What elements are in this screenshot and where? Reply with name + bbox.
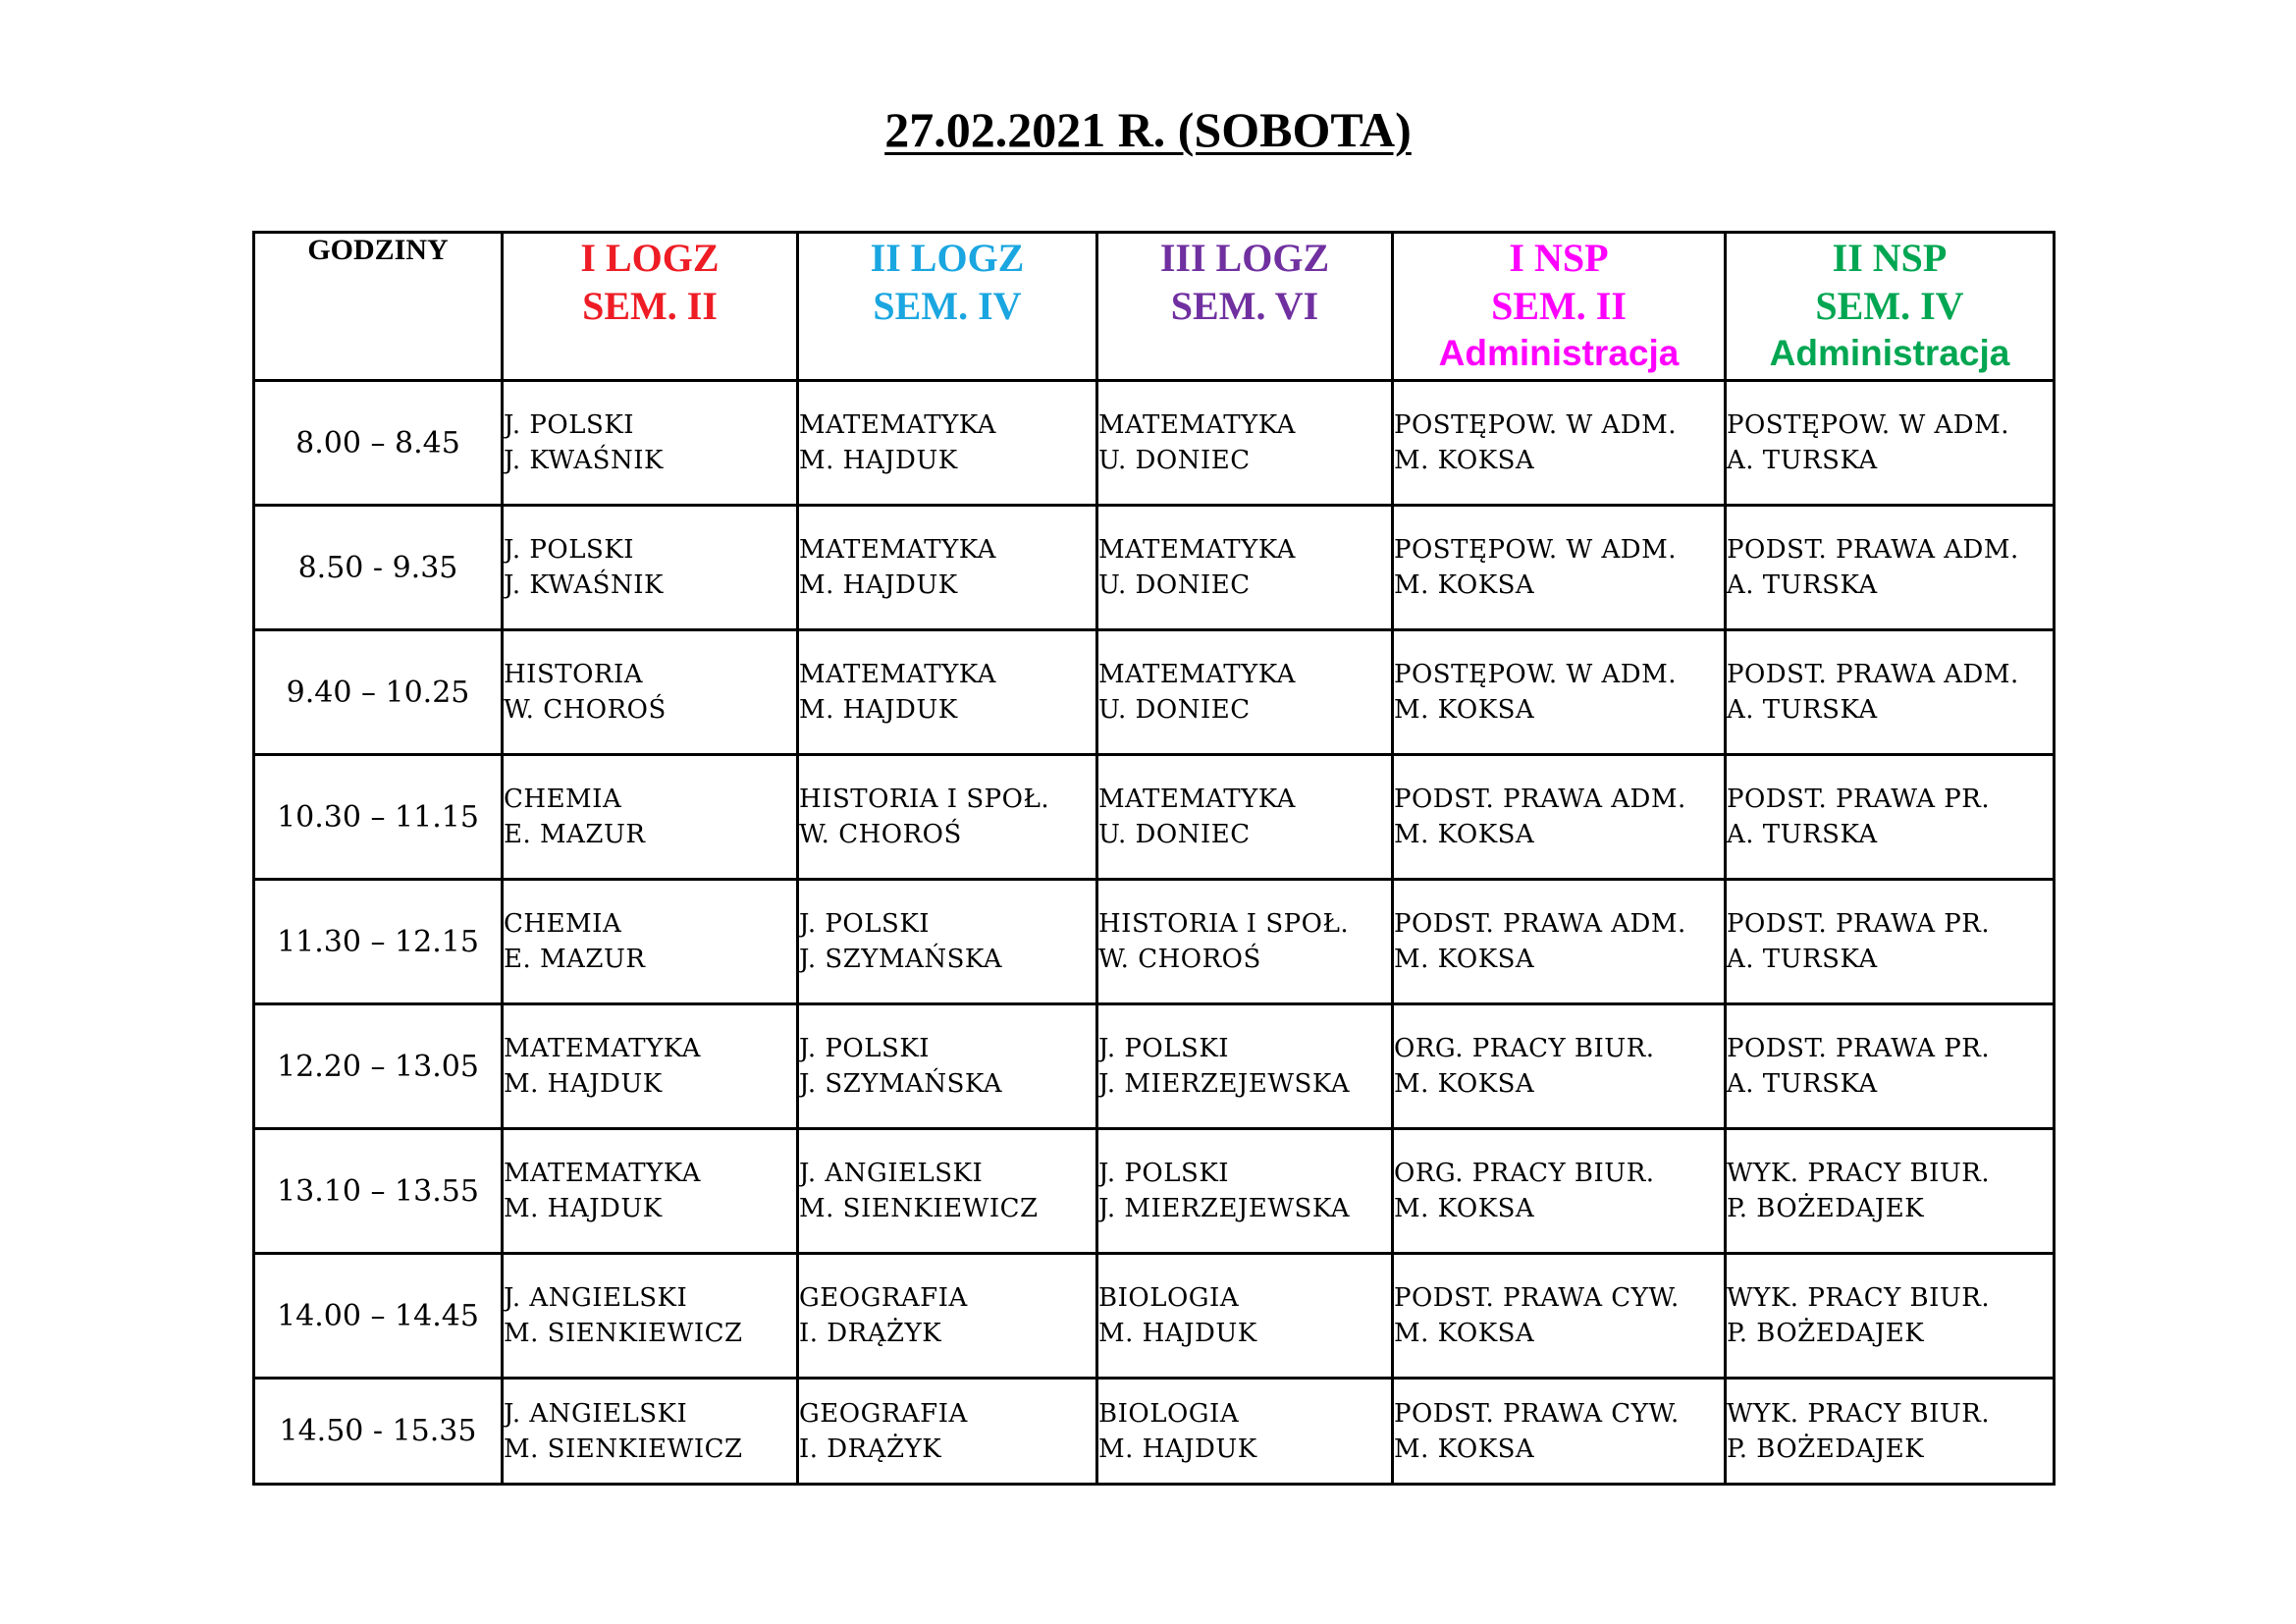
- teacher-label: M. KOKSA: [1394, 1319, 1535, 1348]
- teacher-label: J. KWAŚNIK: [504, 570, 664, 600]
- class-cell: [1097, 880, 1393, 1004]
- subject-label: PODST. PRAWA CYW.: [1394, 1398, 1680, 1429]
- class-cell: [503, 1004, 798, 1129]
- schedule-row: [254, 1129, 2055, 1254]
- teacher-label: U. DONIEC: [1098, 446, 1251, 475]
- subject-label: J. POLSKI: [799, 909, 931, 939]
- time-slot-cell: 8.00 – 8.45: [254, 381, 503, 506]
- subject-label: HISTORIA I SPOŁ.: [1098, 909, 1350, 939]
- class-cell: [1393, 630, 1726, 755]
- class-cell: [1393, 1004, 1726, 1129]
- teacher-label: J. SZYMAŃSKA: [799, 945, 1003, 974]
- schedule-row: [254, 1004, 2055, 1129]
- teacher-label: M. KOKSA: [1394, 1434, 1535, 1464]
- subject-label: J. POLSKI: [504, 535, 635, 565]
- class-cell: [798, 381, 1097, 506]
- subject-label: WYK. PRACY BIUR.: [1727, 1398, 1991, 1429]
- teacher-label: M. SIENKIEWICZ: [799, 1194, 1039, 1223]
- teacher-label: U. DONIEC: [1098, 820, 1251, 849]
- class-cell: [1726, 506, 2055, 630]
- teacher-label: M. KOKSA: [1394, 446, 1535, 475]
- teacher-label: A. TURSKA: [1727, 945, 1878, 974]
- class-cell: [1393, 381, 1726, 506]
- teacher-label: M. HAJDUK: [1098, 1319, 1257, 1348]
- class-cell: [798, 1004, 1097, 1129]
- subject-label: GEOGRAFIA: [799, 1283, 968, 1313]
- subject-label: PODST. PRAWA ADM.: [1394, 785, 1686, 814]
- group-header-name: II NSP: [1832, 236, 1948, 280]
- class-cell: [1393, 1254, 1726, 1379]
- class-cell: [798, 630, 1097, 755]
- teacher-label: W. CHOROŚ: [1098, 945, 1261, 974]
- class-cell: [1097, 506, 1393, 630]
- time-slot-cell: 11.30 – 12.15: [254, 880, 503, 1004]
- class-cell: [1097, 755, 1393, 880]
- subject-label: PODST. PRAWA CYW.: [1394, 1283, 1680, 1313]
- teacher-label: E. MAZUR: [504, 820, 646, 849]
- group-header-specialization: Administracja: [1769, 333, 2010, 373]
- time-slot-cell: 10.30 – 11.15: [254, 755, 503, 880]
- header-row: [254, 233, 2055, 381]
- teacher-label: M. KOKSA: [1394, 945, 1535, 974]
- subject-label: J. POLSKI: [1098, 1034, 1230, 1063]
- subject-label: MATEMATYKA: [1098, 660, 1296, 689]
- time-slot-cell: 9.40 – 10.25: [254, 630, 503, 755]
- subject-label: POSTĘPOW. W ADM.: [1394, 535, 1677, 565]
- class-cell: [1393, 1129, 1726, 1254]
- subject-label: PODST. PRAWA ADM.: [1727, 660, 2019, 689]
- group-header-semester: SEM. IV: [1815, 284, 1964, 328]
- subject-label: HISTORIA: [504, 660, 644, 689]
- class-cell: [1097, 1379, 1393, 1485]
- subject-label: J. ANGIELSKI: [504, 1398, 688, 1429]
- teacher-label: M. KOKSA: [1394, 820, 1535, 849]
- group-header-semester: SEM. VI: [1170, 284, 1319, 328]
- subject-label: PODST. PRAWA ADM.: [1727, 535, 2019, 565]
- class-cell: [1726, 755, 2055, 880]
- teacher-label: J. KWAŚNIK: [504, 446, 664, 475]
- subject-label: MATEMATYKA: [799, 410, 996, 440]
- group-header-name: II LOGZ: [870, 236, 1025, 280]
- class-cell: [1393, 506, 1726, 630]
- teacher-label: W. CHOROŚ: [504, 695, 667, 725]
- teacher-label: P. BOŻEDAJEK: [1727, 1194, 1925, 1223]
- class-cell: [503, 1379, 798, 1485]
- subject-label: WYK. PRACY BIUR.: [1727, 1283, 1991, 1313]
- class-cell: [1726, 1129, 2055, 1254]
- teacher-label: M. HAJDUK: [1098, 1434, 1257, 1464]
- class-cell: [798, 1379, 1097, 1485]
- class-cell: [798, 1254, 1097, 1379]
- class-cell: [503, 506, 798, 630]
- teacher-label: I. DRĄŻYK: [799, 1319, 942, 1348]
- class-cell: [798, 880, 1097, 1004]
- class-cell: [503, 1254, 798, 1379]
- time-slot-cell: 13.10 – 13.55: [254, 1129, 503, 1254]
- schedule-row: [254, 630, 2055, 755]
- teacher-label: A. TURSKA: [1727, 1069, 1878, 1099]
- class-cell: [1393, 1379, 1726, 1485]
- class-cell: [1097, 381, 1393, 506]
- subject-label: PODST. PRAWA ADM.: [1394, 909, 1686, 939]
- schedule-table: [252, 231, 2056, 1486]
- time-slot-cell: 8.50 - 9.35: [254, 506, 503, 630]
- group-header-specialization: Administracja: [1438, 333, 1680, 373]
- teacher-label: J. SZYMAŃSKA: [799, 1069, 1003, 1099]
- teacher-label: M. HAJDUK: [799, 695, 958, 725]
- teacher-label: P. BOŻEDAJEK: [1727, 1434, 1925, 1464]
- subject-label: J. POLSKI: [504, 410, 635, 440]
- subject-label: ORG. PRACY BIUR.: [1394, 1159, 1655, 1188]
- teacher-label: M. SIENKIEWICZ: [504, 1434, 743, 1464]
- subject-label: MATEMATYKA: [799, 535, 996, 565]
- subject-label: PODST. PRAWA PR.: [1727, 909, 1991, 939]
- subject-label: J. POLSKI: [799, 1034, 931, 1063]
- class-cell: [1097, 1129, 1393, 1254]
- group-header-semester: SEM. II: [582, 284, 718, 328]
- schedule-row: [254, 1254, 2055, 1379]
- teacher-label: M. HAJDUK: [799, 570, 958, 600]
- class-cell: [1097, 1004, 1393, 1129]
- subject-label: J. ANGIELSKI: [504, 1283, 688, 1313]
- class-cell: [503, 755, 798, 880]
- teacher-label: A. TURSKA: [1727, 820, 1878, 849]
- group-header-i-nsp: [1393, 233, 1726, 381]
- subject-label: J. POLSKI: [1098, 1159, 1230, 1188]
- teacher-label: U. DONIEC: [1098, 570, 1251, 600]
- class-cell: [1726, 1254, 2055, 1379]
- subject-label: BIOLOGIA: [1098, 1283, 1240, 1313]
- subject-label: POSTĘPOW. W ADM.: [1394, 410, 1677, 440]
- page-title-text: 27.02.2021 R. (SOBOTA): [884, 102, 1412, 157]
- hours-header: GODZINY: [254, 233, 503, 381]
- teacher-label: A. TURSKA: [1727, 570, 1878, 600]
- class-cell: [1726, 1379, 2055, 1485]
- group-header-ii-logz: [798, 233, 1097, 381]
- class-cell: [1726, 630, 2055, 755]
- class-cell: [798, 755, 1097, 880]
- time-slot-cell: 12.20 – 13.05: [254, 1004, 503, 1129]
- subject-label: MATEMATYKA: [1098, 535, 1296, 565]
- subject-label: GEOGRAFIA: [799, 1398, 968, 1429]
- teacher-label: J. MIERZEJEWSKA: [1098, 1194, 1351, 1223]
- subject-label: MATEMATYKA: [799, 660, 996, 689]
- time-slot-cell: 14.50 - 15.35: [254, 1379, 503, 1485]
- teacher-label: M. HAJDUK: [799, 446, 958, 475]
- subject-label: MATEMATYKA: [504, 1034, 701, 1063]
- group-header-name: I LOGZ: [580, 236, 720, 280]
- class-cell: [1726, 1004, 2055, 1129]
- subject-label: J. ANGIELSKI: [799, 1159, 984, 1188]
- subject-label: MATEMATYKA: [1098, 785, 1296, 814]
- teacher-label: M. KOKSA: [1394, 1069, 1535, 1099]
- class-cell: [1726, 880, 2055, 1004]
- teacher-label: A. TURSKA: [1727, 695, 1878, 725]
- class-cell: [503, 1129, 798, 1254]
- teacher-label: M. SIENKIEWICZ: [504, 1319, 743, 1348]
- group-header-semester: SEM. IV: [873, 284, 1022, 328]
- subject-label: MATEMATYKA: [1098, 410, 1296, 440]
- teacher-label: E. MAZUR: [504, 945, 646, 974]
- time-slot-cell: 14.00 – 14.45: [254, 1254, 503, 1379]
- teacher-label: M. KOKSA: [1394, 570, 1535, 600]
- subject-label: BIOLOGIA: [1098, 1398, 1240, 1429]
- subject-label: POSTĘPOW. W ADM.: [1727, 410, 2009, 440]
- teacher-label: M. HAJDUK: [504, 1194, 663, 1223]
- group-header-name: III LOGZ: [1159, 236, 1330, 280]
- subject-label: CHEMIA: [504, 909, 622, 939]
- class-cell: [503, 630, 798, 755]
- subject-label: HISTORIA I SPOŁ.: [799, 785, 1050, 814]
- subject-label: PODST. PRAWA PR.: [1727, 1034, 1991, 1063]
- teacher-label: M. KOKSA: [1394, 1194, 1535, 1223]
- class-cell: [1097, 1254, 1393, 1379]
- schedule-row: [254, 506, 2055, 630]
- group-header-i-logz: [503, 233, 798, 381]
- subject-label: WYK. PRACY BIUR.: [1727, 1159, 1991, 1188]
- subject-label: POSTĘPOW. W ADM.: [1394, 660, 1677, 689]
- schedule-body: [254, 381, 2055, 1485]
- class-cell: [1097, 630, 1393, 755]
- teacher-label: U. DONIEC: [1098, 695, 1251, 725]
- class-cell: [503, 880, 798, 1004]
- schedule-row: [254, 880, 2055, 1004]
- teacher-label: M. HAJDUK: [504, 1069, 663, 1099]
- class-cell: [798, 1129, 1097, 1254]
- subject-label: PODST. PRAWA PR.: [1727, 785, 1991, 814]
- teacher-label: P. BOŻEDAJEK: [1727, 1319, 1925, 1348]
- group-header-name: I NSP: [1509, 236, 1609, 280]
- schedule-row: [254, 1379, 2055, 1485]
- group-header-iii-logz: [1097, 233, 1393, 381]
- teacher-label: W. CHOROŚ: [799, 820, 962, 849]
- subject-label: ORG. PRACY BIUR.: [1394, 1034, 1655, 1063]
- class-cell: [1726, 381, 2055, 506]
- class-cell: [503, 381, 798, 506]
- teacher-label: I. DRĄŻYK: [799, 1434, 942, 1464]
- group-header-ii-nsp: [1726, 233, 2055, 381]
- teacher-label: A. TURSKA: [1727, 446, 1878, 475]
- class-cell: [1393, 755, 1726, 880]
- group-header-semester: SEM. II: [1491, 284, 1627, 328]
- class-cell: [798, 506, 1097, 630]
- subject-label: MATEMATYKA: [504, 1159, 701, 1188]
- subject-label: CHEMIA: [504, 785, 622, 814]
- schedule-row: [254, 755, 2055, 880]
- class-cell: [1393, 880, 1726, 1004]
- schedule-row: [254, 381, 2055, 506]
- teacher-label: M. KOKSA: [1394, 695, 1535, 725]
- teacher-label: J. MIERZEJEWSKA: [1098, 1069, 1351, 1099]
- page-title: [0, 98, 2296, 161]
